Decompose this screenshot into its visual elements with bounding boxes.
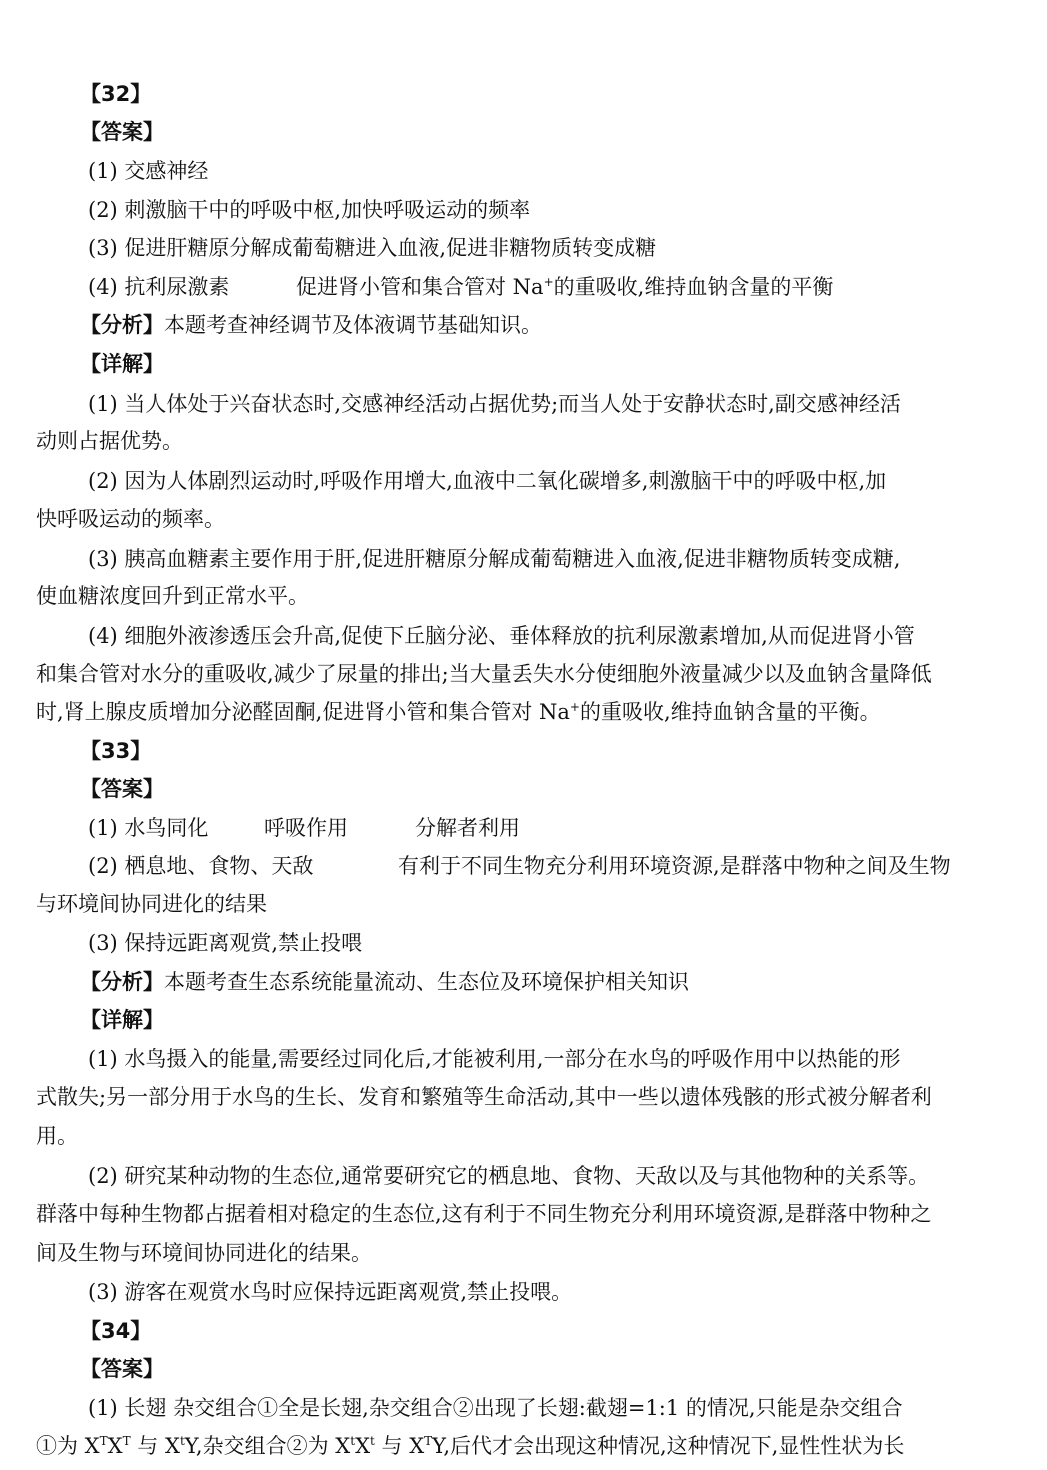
answer-heading: 【答案】 <box>80 1357 164 1381</box>
answer-text: 呼吸作用 <box>264 816 348 840</box>
answer-text: (3) 保持远距离观赏,禁止投喂 <box>88 931 363 955</box>
detail-text: 使血糖浓度回升到正常水平。 <box>36 584 309 608</box>
answer-heading: 【答案】 <box>80 120 164 144</box>
detail-text: 用。 <box>36 1124 78 1148</box>
detail-text: 快呼吸运动的频率。 <box>36 507 225 531</box>
answer-text: 有利于不同生物充分利用环境资源,是群落中物种之间及生物 <box>398 854 951 878</box>
answer-text: (2) 刺激脑干中的呼吸中枢,加快呼吸运动的频率 <box>88 198 531 222</box>
detail-text: (2) 因为人体剧烈运动时,呼吸作用增大,血液中二氧化碳增多,刺激脑干中的呼吸中枢,加 <box>88 469 887 493</box>
question-number: 【33】 <box>80 739 152 763</box>
detail-text: 式散失;另一部分用于水鸟的生长、发育和繁殖等生命活动,其中一些以遗体残骸的形式被分解者利 <box>36 1085 932 1109</box>
answer-text: 与环境间协同进化的结果 <box>36 892 267 916</box>
detail-heading: 【详解】 <box>80 352 164 376</box>
detail-text: 时,肾上腺皮质增加分泌醛固酮,促进肾小管和集合管对 Na+的重吸收,维持血钠含量的平衡。 <box>36 700 881 724</box>
detail-text: 间及生物与环境间协同进化的结果。 <box>36 1241 372 1265</box>
analysis-text: 【分析】本题考查生态系统能量流动、生态位及环境保护相关知识 <box>80 970 689 994</box>
detail-text: (1) 水鸟摄入的能量,需要经过同化后,才能被利用,一部分在水鸟的呼吸作用中以热能的形 <box>88 1047 901 1071</box>
answer-text: (4) 抗利尿激素 <box>88 275 230 299</box>
detail-text: (2) 研究某种动物的生态位,通常要研究它的栖息地、食物、天敌以及与其他物种的关系等。 <box>88 1164 930 1188</box>
question-number: 【32】 <box>80 82 152 106</box>
detail-text: (1) 当人体处于兴奋状态时,交感神经活动占据优势;而当人处于安静状态时,副交感神经活 <box>88 392 901 416</box>
answer-text: (1) 长翅 杂交组合①全是长翅,杂交组合②出现了长翅:截翅=1:1 的情况,只能是杂交组合 <box>88 1396 903 1420</box>
answer-heading: 【答案】 <box>80 777 164 801</box>
answer-text: (1) 水鸟同化 <box>88 816 209 840</box>
detail-text: (3) 胰高血糖素主要作用于肝,促进肝糖原分解成葡萄糖进入血液,促进非糖物质转变成糖, <box>88 547 901 571</box>
detail-text: 动则占据优势。 <box>36 429 183 453</box>
question-number: 【34】 <box>80 1319 152 1343</box>
detail-text: (4) 细胞外液渗透压会升高,促使下丘脑分泌、垂体释放的抗利尿激素增加,从而促进肾小管 <box>88 624 915 648</box>
answer-text: (1) 交感神经 <box>88 159 209 183</box>
answer-text: ①为 $X^TX^T$ 与 $X^tY$,杂交组合②为 $X^tX^t$ 与 $X^TY$,后代才会出现这种情况,这种情况下,显性性状为长 <box>36 1434 905 1458</box>
detail-text: 和集合管对水分的重吸收,减少了尿量的排出;当大量丢失水分使细胞外液量减少以及血钠含量降低 <box>36 662 932 686</box>
detail-text: (3) 游客在观赏水鸟时应保持远距离观赏,禁止投喂。 <box>88 1280 573 1304</box>
detail-heading: 【详解】 <box>80 1008 164 1032</box>
answer-text: (2) 栖息地、食物、天敌 <box>88 854 314 878</box>
answer-text: (3) 促进肝糖原分解成葡萄糖进入血液,促进非糖物质转变成糖 <box>88 236 657 260</box>
answer-text-continued: 促进肾小管和集合管对 Na+的重吸收,维持血钠含量的平衡 <box>296 275 834 299</box>
analysis-text: 【分析】本题考查神经调节及体液调节基础知识。 <box>80 313 542 337</box>
answer-text: 分解者利用 <box>415 816 520 840</box>
detail-text: 群落中每种生物都占据着相对稳定的生态位,这有利于不同生物充分利用环境资源,是群落中物种之 <box>36 1202 932 1226</box>
